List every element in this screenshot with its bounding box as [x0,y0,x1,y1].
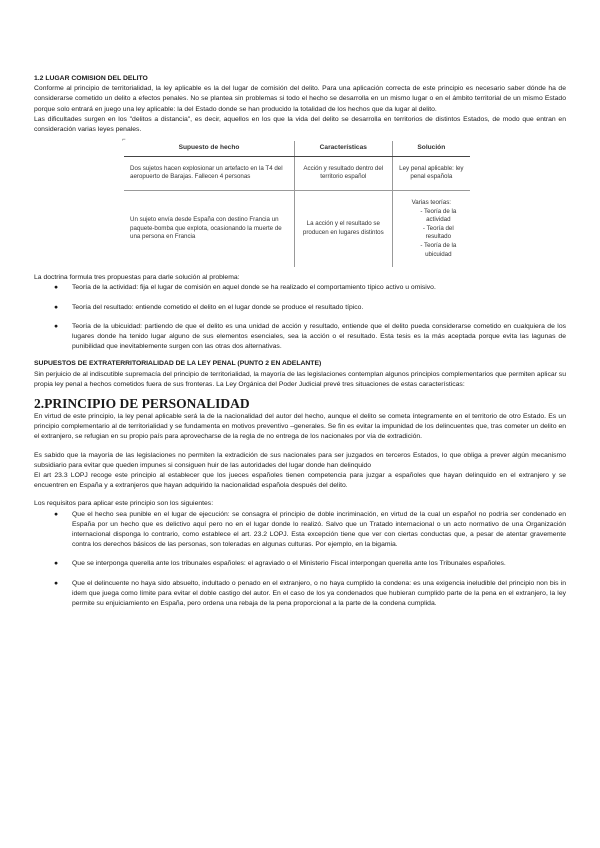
paragraph: Las dificultades surgen en los "delitos a distancia", es decir, aquellos en los que la vida del delito se desarrolla en territorios de distintos Estados, de modo que entran en consideración varias leyes penales. [34,115,566,134]
list-item-text: Que el delincuente no haya sido absuelto, indultado o penado en el extranjero, o no haya cumplido la condena: es una exigencia ineludible del principio non bis in idem que juega como límite para evitar el doble castigo del autor. En el caso de los ya condenados que hubieran cumplido parte de la pena en el extranjero, la ley permite su enjuiciamiento en España, pero ordena una rebaja de la pena proporcional a la parte de la condena cumplida. [72,579,566,608]
comparison-table-wrapper [34,137,566,267]
table-row [124,156,470,190]
table-header: Supuesto de hecho [124,141,294,156]
list-item [34,579,566,610]
section-heading-lugar: 1.2 LUGAR COMISION DEL DELITO [34,75,148,82]
paragraph: Conforme al principio de territorialidad, la ley aplicable es la del lugar de comisión del delito. Para una aplicación correcta de este principio es necesario saber dónde ha de considerarse cometido un delito a efectos penales. No se plantea sin problemas si todo el hecho se desarrolla en un mismo lugar o en el ámbito territorial de un mismo Estado porque solo entrará en juego una ley aplicable: la del Estado donde se han producido la totalidad de los hechos que da lugar al delito. [34,85,566,113]
paragraph: En virtud de este principio, la ley penal aplicable será la de la nacionalidad del autor del hecho, aunque el delito se cometa íntegramente en el territorio de otro Estado. Es un principio complementario al de territorialidad y se fundamenta en motivos preventivo –generales. Se fin es evitar la impunidad de los delincuentes que, tras cometer un delito en el extranjero, se refugian en su propio país para aprovecharse de la regla de no entrega de los nacionales por vía de extradición. [34,412,566,441]
comparison-table [124,141,470,267]
bullet-icon: ● [54,579,59,587]
paragraph: El art 23.3 LOPJ recoge este principio al establecer que los jueces españoles tienen competencia para juzgar a españoles que hayan delinquido en el extranjero y se encuentren en España y a extranjeros que hayan adquirido la nacionalidad española después del delito. [34,472,566,490]
bullet-icon: ● [54,510,59,518]
paragraph: Sin perjuicio de al indiscutible supremacía del principio de territorialidad, la mayoría de las legislaciones contemplan algunos principios complementarios que permiten aplicar su propia ley penal a hechos cometidos fuera de sus fronteras. La Ley Orgánica del Poder Judicial prevé tres situaciones de estas características: [34,370,566,388]
theory-label: Teoría del resultado [425,224,454,241]
table-corner-mark: ⌐ [122,137,126,144]
section-heading-supuestos: SUPUESTOS DE EXTRATERRITORIALIDAD DE LA LEY PENAL (PUNTO 2 EN ADELANTE) [34,360,322,368]
table-cell: Un sujeto envía desde España con destino Francia un paquete-bomba que explota, ocasionando la muerte de una persona en Francia [124,191,294,268]
theory-label: Teoría de la ubicuidad [423,241,457,258]
table-cell: La acción y el resultado se producen en lugares distintos [294,191,392,268]
bullet-icon: ● [54,284,59,292]
theory-item: - Teoría del resultado [422,224,454,241]
table-cell: Dos sujetos hacen explosionar un artefacto en la T4 del aeropuerto de Barajas. Fallecen 4 personas [130,164,283,181]
table-cell-theories [392,191,470,268]
paragraph: Es sabido que la mayoría de las legislaciones no permiten la extradición de sus nacionales para ser juzgados en terceros Estados, lo que obliga a prever algún mecanismo subsidiario para evitar que queden impunes si consiguen huir de las autoridades del lugar donde han delinquido [34,451,566,469]
table-header: Características [294,141,392,156]
theory-label: Teoría de la actividad [423,207,457,224]
table-header: Solución [392,141,470,156]
list-item [34,559,566,569]
document-page [34,74,566,609]
list-item [34,510,566,551]
theories-title: Varias teorías: [411,199,452,206]
list-item-text: Teoría de la actividad: fija el lugar de comisión en aquel donde se ha realizado el comportamiento típico activo u omisivo. [72,284,436,292]
table-header-row [124,141,470,156]
bullet-icon: ● [54,560,59,568]
requirements-list [34,510,566,610]
section-heading-personalidad: 2.PRINCIPIO DE PERSONALIDAD [34,395,250,411]
list-item-text: Que el hecho sea punible en el lugar de ejecución: se consagra el principio de doble incriminación, en virtud de la cual un español no podría ser condenado en España por un hecho que es delictivo aquí pero no en el lugar donde lo realizó. Salvo que un Tratado internacional o un acto normativo de una Organización internacional disponga lo contrario, como establece el art. 23.2 LOPJ. Esta excepción tiene que ver con ciertas conductas que, a pesar de atentar gravemente contra los derechos básicos de las personas, son toleradas en algunas culturas. Por ejemplo, en la bigamia. [72,510,566,549]
theory-item: - Teoría de la ubicuidad [420,241,457,258]
table-row [124,191,470,268]
list-item [34,322,566,353]
table-cell: Acción y resultado dentro del territorio español [294,156,392,190]
bullet-icon: ● [54,322,59,330]
theory-item: - Teoría de la actividad [420,207,457,224]
table-cell: Ley penal aplicable: ley penal española [399,164,464,181]
list-item-text: Teoría de la ubicuidad: partiendo de que el delito es una unidad de acción y resultado, entiende que el delito pueda considerarse cometido en cualquiera de los lugares donde ha tenido lugar alguno de sus elementos esenciales, sea la acción o el resultado. Esta tesis es la más aceptada porque evita las lagunas de punibilidad que inevitablemente surgen con las otras dos alternativas. [72,322,566,351]
doctrine-list [34,283,566,352]
bullet-icon: ● [54,303,59,311]
list-item-text: Teoría del resultado: entiende cometido el delito en el lugar donde se produce el resultado típico. [72,303,364,311]
paragraph: Los requisitos para aplicar este principio son los siguientes: [34,500,214,508]
list-item [34,303,566,313]
paragraph: La doctrina formula tres propuestas para darle solución al problema: [34,274,240,282]
list-item-text: Que se interponga querella ante los tribunales españoles: el agraviado o el Ministerio Fiscal interpongan querella ante los Tribunales españoles. [72,560,506,568]
list-item [34,283,566,293]
